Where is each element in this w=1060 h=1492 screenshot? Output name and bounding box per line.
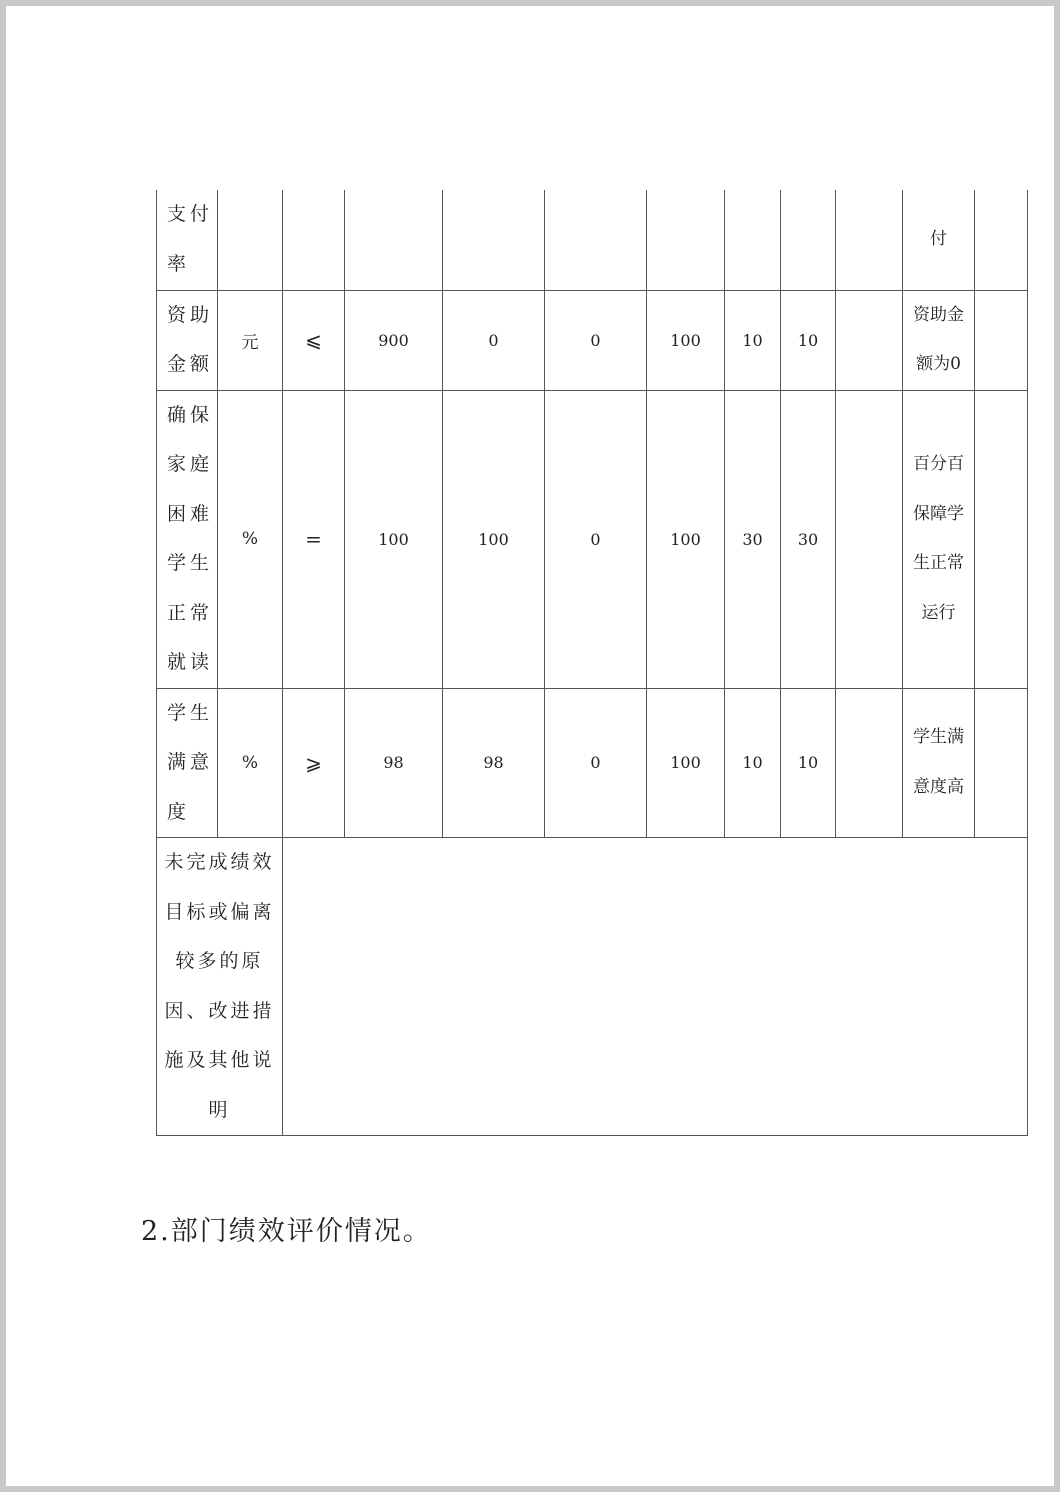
- note-cell: 资助金额为0: [913, 304, 964, 374]
- operator-cell: ⩾: [283, 688, 345, 838]
- value-cell: 10: [725, 290, 781, 390]
- remark-label: 未完成绩效目标或偏离较多的原因、改进措施及其他说明: [164, 851, 275, 1121]
- performance-table: [156, 190, 1028, 1136]
- value-cell: 98: [345, 688, 443, 838]
- operator-cell: =: [283, 390, 345, 688]
- value-cell: 0: [443, 290, 545, 390]
- document-page: [6, 6, 1054, 1486]
- value-cell: 10: [725, 688, 781, 838]
- remark-value: [283, 838, 1028, 1136]
- value-cell: 30: [781, 390, 836, 688]
- value-cell: 0: [545, 390, 647, 688]
- value-cell: [836, 688, 903, 838]
- value-cell: 100: [443, 390, 545, 688]
- value-cell: 900: [345, 290, 443, 390]
- value-cell: 30: [725, 390, 781, 688]
- table-row: [157, 390, 1028, 688]
- unit-cell: %: [218, 688, 283, 838]
- table-row: [157, 290, 1028, 390]
- indicator-name: 资助金额: [167, 303, 214, 375]
- operator-cell: [283, 190, 345, 290]
- section-title: 2.部门绩效评价情况。: [141, 1216, 432, 1247]
- unit-cell: 元: [218, 290, 283, 390]
- value-cell: [975, 290, 1028, 390]
- value-cell: [647, 190, 725, 290]
- value-cell: 0: [545, 290, 647, 390]
- unit-cell: %: [218, 390, 283, 688]
- value-cell: [781, 190, 836, 290]
- table-row: [157, 838, 1028, 1136]
- value-cell: [975, 688, 1028, 838]
- value-cell: [345, 190, 443, 290]
- value-cell: 100: [345, 390, 443, 688]
- value-cell: [975, 190, 1028, 290]
- value-cell: 0: [545, 688, 647, 838]
- indicator-name: 支付率: [167, 203, 214, 275]
- note-cell: 学生满意度高: [913, 727, 964, 797]
- value-cell: 100: [647, 290, 725, 390]
- indicator-name: 学生满意度: [167, 701, 214, 823]
- value-cell: 100: [647, 688, 725, 838]
- table-row: [157, 190, 1028, 290]
- value-cell: [836, 290, 903, 390]
- value-cell: [545, 190, 647, 290]
- value-cell: [443, 190, 545, 290]
- value-cell: 98: [443, 688, 545, 838]
- operator-cell: ⩽: [283, 290, 345, 390]
- table-row: [157, 688, 1028, 838]
- value-cell: 10: [781, 290, 836, 390]
- value-cell: [836, 190, 903, 290]
- value-cell: [836, 390, 903, 688]
- value-cell: [975, 390, 1028, 688]
- unit-cell: [218, 190, 283, 290]
- note-cell: 付: [930, 229, 947, 249]
- indicator-name: 确保家庭困难学生正常就读: [167, 403, 214, 673]
- value-cell: 100: [647, 390, 725, 688]
- value-cell: [725, 190, 781, 290]
- value-cell: 10: [781, 688, 836, 838]
- note-cell: 百分百保障学生正常运行: [913, 454, 964, 623]
